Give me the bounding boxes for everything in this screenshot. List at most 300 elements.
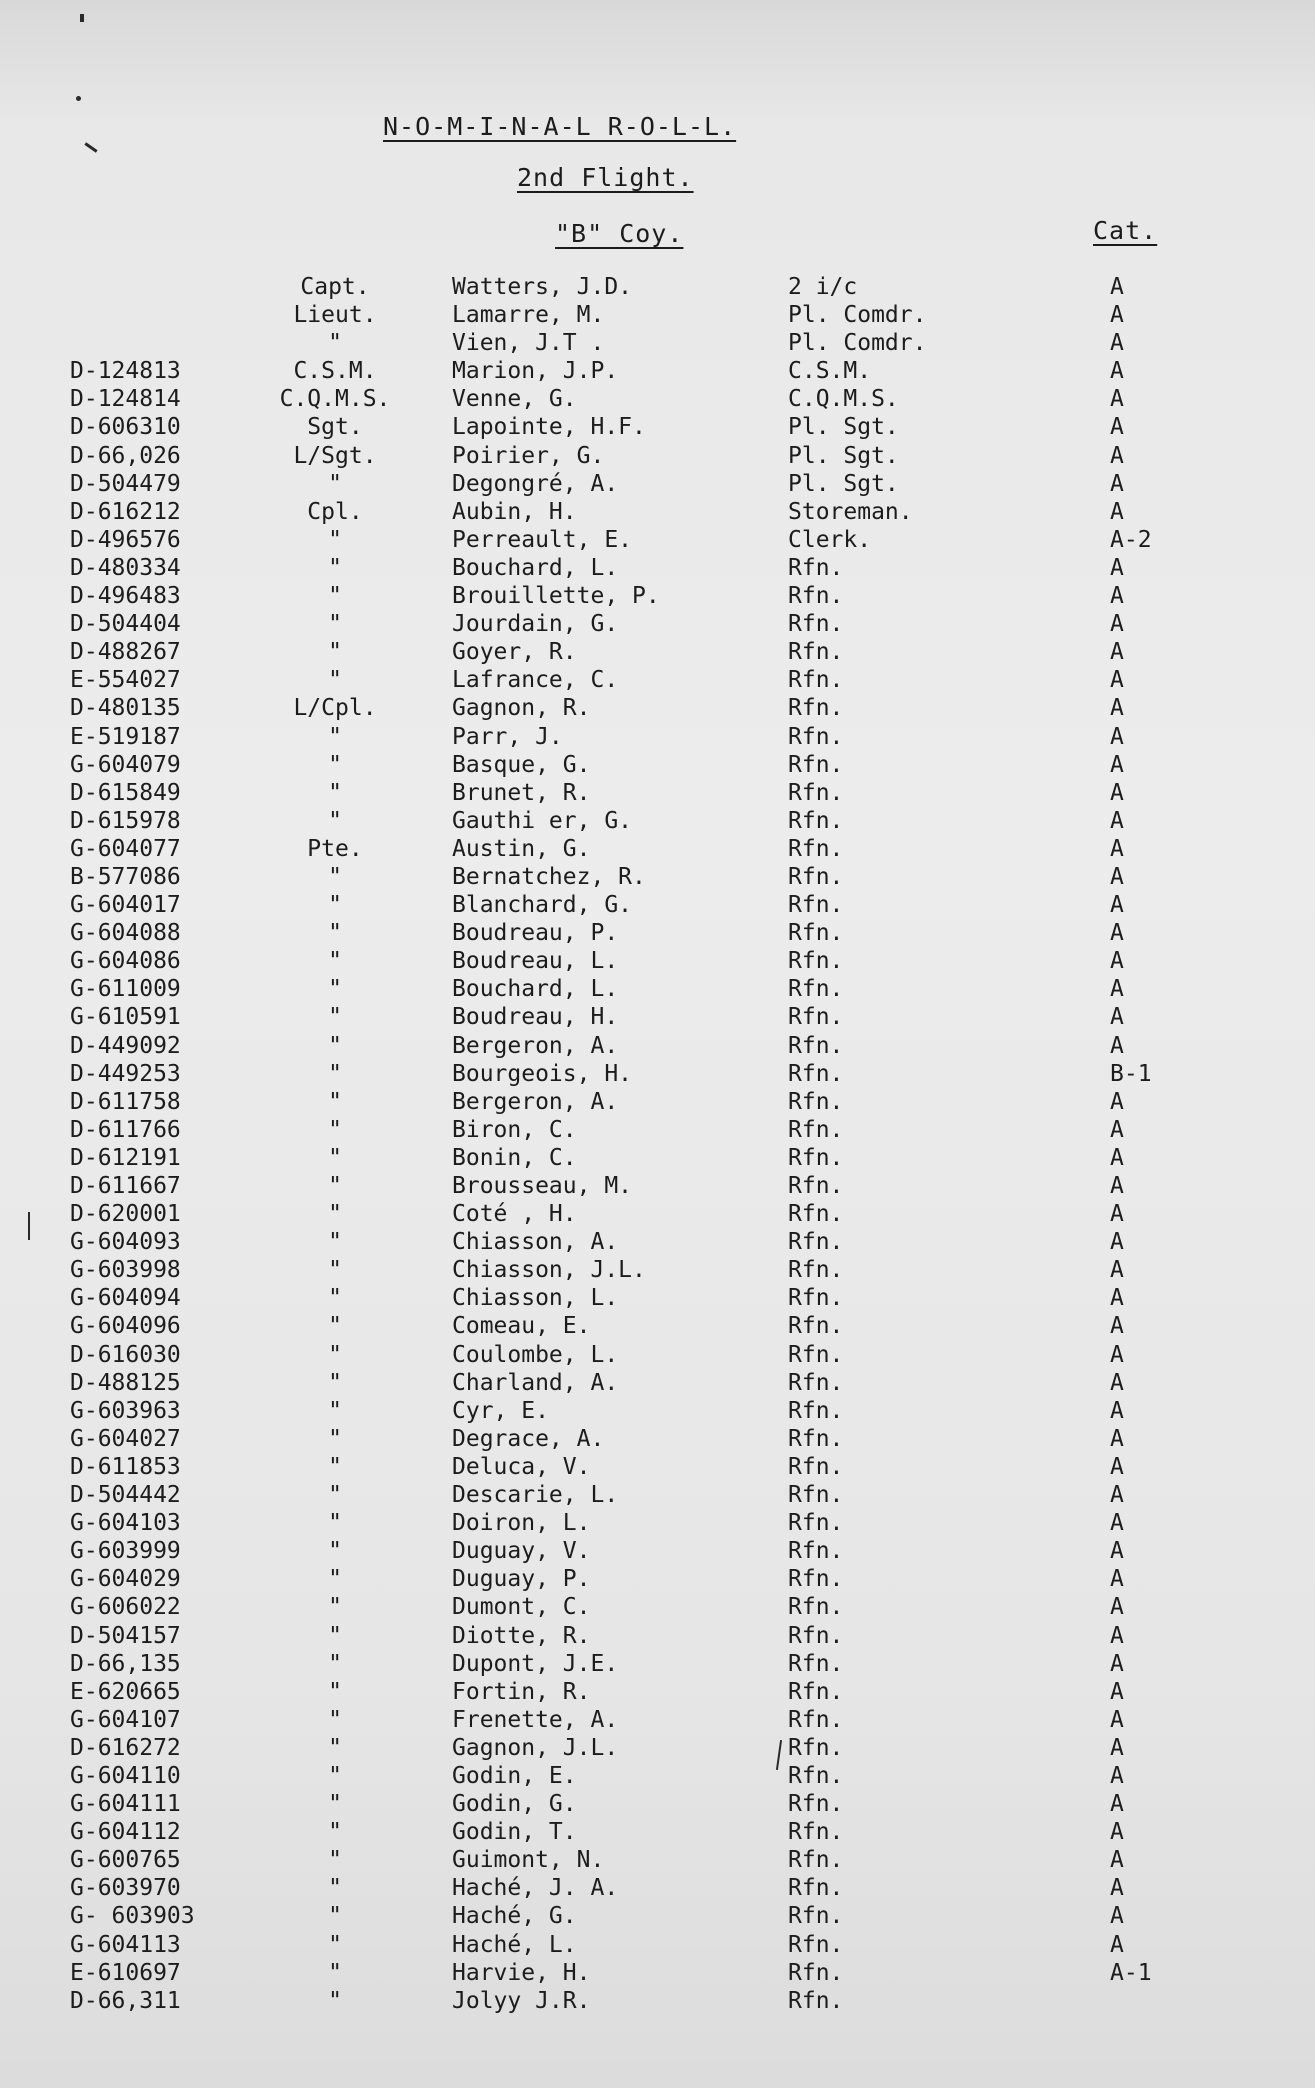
appointment: Rfn.: [788, 807, 844, 834]
rank: ": [328, 1004, 342, 1031]
scan-speck: [76, 96, 81, 101]
nominal-roll-list: [0, 273, 1315, 2015]
appointment: Rfn.: [788, 1201, 844, 1228]
member-name: Bouchard, L.: [452, 554, 619, 581]
service-number: D-611766: [70, 1116, 181, 1143]
member-name: Degongré, A.: [452, 470, 619, 497]
rank: ": [328, 807, 342, 834]
member-name: Blanchard, G.: [452, 892, 633, 919]
medical-category: A: [1110, 1650, 1124, 1677]
member-name: Fortin, R.: [452, 1678, 591, 1705]
rank: ": [328, 1060, 342, 1087]
appointment: Rfn.: [788, 1594, 844, 1621]
member-name: Descarie, L.: [452, 1482, 619, 1509]
roll-row: [0, 1481, 1315, 1509]
service-number: E-610697: [70, 1959, 181, 1986]
rank: ": [328, 1425, 342, 1452]
appointment: 2 i/c: [788, 274, 858, 300]
medical-category: A: [1110, 779, 1124, 806]
service-number: G-604103: [70, 1510, 181, 1537]
scan-speck: [28, 1212, 30, 1240]
rank: ": [328, 1510, 342, 1537]
roll-row: [0, 1593, 1315, 1621]
member-name: Deluca, V.: [452, 1453, 591, 1480]
roll-row: [0, 357, 1315, 385]
roll-row: [0, 526, 1315, 554]
appointment: Rfn.: [788, 1622, 844, 1649]
roll-row: [0, 1818, 1315, 1846]
member-name: Guimont, N.: [452, 1847, 605, 1874]
appointment: C.S.M.: [788, 358, 872, 385]
medical-category: A: [1110, 1734, 1124, 1761]
medical-category: A-2: [1110, 526, 1152, 553]
roll-row: [0, 1650, 1315, 1678]
appointment: Rfn.: [788, 1341, 844, 1368]
service-number: G-603998: [70, 1257, 181, 1284]
appointment: Rfn.: [788, 835, 844, 862]
rank: ": [328, 1341, 342, 1368]
appointment: Rfn.: [788, 1060, 844, 1087]
medical-category: A: [1110, 1229, 1124, 1256]
service-number: D-480135: [70, 695, 181, 722]
appointment: Rfn.: [788, 1903, 844, 1930]
rank: ": [328, 1847, 342, 1874]
member-name: Gagnon, J.L.: [452, 1734, 619, 1761]
rank: ": [328, 1875, 342, 1902]
member-name: Parr, J.: [452, 723, 563, 750]
service-number: D-504442: [70, 1482, 181, 1509]
roll-row: [0, 1088, 1315, 1116]
service-number: D-616272: [70, 1734, 181, 1761]
rank: ": [328, 920, 342, 947]
rank: ": [328, 1313, 342, 1340]
appointment: Rfn.: [788, 1678, 844, 1705]
medical-category: A: [1110, 1622, 1124, 1649]
appointment: Rfn.: [788, 1734, 844, 1761]
service-number: G-604027: [70, 1425, 181, 1452]
appointment: Pl. Comdr.: [788, 302, 927, 329]
category-column-header: Cat.: [1093, 216, 1158, 245]
medical-category: A: [1110, 1173, 1124, 1199]
medical-category: A: [1110, 976, 1124, 1003]
rank: Sgt.: [307, 414, 363, 441]
member-name: Austin, G.: [452, 835, 591, 862]
rank: ": [328, 639, 342, 666]
medical-category: A: [1110, 302, 1124, 329]
rank: ": [328, 1987, 342, 2014]
rank: ": [328, 1032, 342, 1059]
service-number: G-604113: [70, 1931, 181, 1958]
medical-category: A: [1110, 1257, 1124, 1284]
roll-row: [0, 301, 1315, 329]
medical-category: A: [1110, 1369, 1124, 1396]
rank: ": [328, 1482, 342, 1509]
member-name: Poirier, G.: [452, 442, 605, 469]
appointment: Rfn.: [788, 667, 844, 694]
medical-category: A: [1110, 723, 1124, 750]
medical-category: A: [1110, 1313, 1124, 1340]
roll-row: [0, 1369, 1315, 1397]
rank: ": [328, 1594, 342, 1621]
rank: ": [328, 1678, 342, 1705]
appointment: Pl. Comdr.: [788, 330, 927, 357]
service-number: G-604079: [70, 751, 181, 778]
rank: ": [328, 1173, 342, 1199]
rank: L/Cpl.: [293, 695, 377, 722]
member-name: Bouchard, L.: [452, 976, 619, 1003]
appointment: Rfn.: [788, 723, 844, 750]
member-name: Watters, J.D.: [452, 274, 633, 300]
roll-row: [0, 1425, 1315, 1453]
roll-row: [0, 1397, 1315, 1425]
roll-row: [0, 863, 1315, 891]
service-number: G-604110: [70, 1762, 181, 1789]
roll-row: [0, 1284, 1315, 1312]
roll-row: [0, 694, 1315, 722]
appointment: Rfn.: [788, 1931, 844, 1958]
rank: Lieut.: [293, 302, 377, 329]
rank: ": [328, 330, 342, 357]
member-name: Coté , H.: [452, 1201, 577, 1228]
roll-row: [0, 666, 1315, 694]
roll-row: [0, 835, 1315, 863]
roll-row: [0, 470, 1315, 498]
medical-category: A: [1110, 1819, 1124, 1846]
roll-row: [0, 919, 1315, 947]
roll-row: [0, 582, 1315, 610]
roll-row: [0, 1706, 1315, 1734]
rank: ": [328, 1791, 342, 1818]
appointment: Rfn.: [788, 1762, 844, 1789]
service-number: G-604077: [70, 835, 181, 862]
service-number: D-611853: [70, 1453, 181, 1480]
roll-row: [0, 1172, 1315, 1200]
roll-row: [0, 947, 1315, 975]
member-name: Brousseau, M.: [452, 1173, 633, 1199]
medical-category: A: [1110, 1931, 1124, 1958]
appointment: Rfn.: [788, 779, 844, 806]
appointment: C.Q.M.S.: [788, 386, 899, 413]
service-number: D-488267: [70, 639, 181, 666]
service-number: G-604029: [70, 1566, 181, 1593]
service-number: D-480334: [70, 554, 181, 581]
medical-category: A: [1110, 1341, 1124, 1368]
medical-category: A: [1110, 1510, 1124, 1537]
medical-category: A: [1110, 358, 1124, 385]
service-number: D-616212: [70, 498, 181, 525]
appointment: Rfn.: [788, 1453, 844, 1480]
medical-category: A: [1110, 470, 1124, 497]
roll-row: [0, 1003, 1315, 1031]
roll-row: [0, 807, 1315, 835]
member-name: Biron, C.: [452, 1116, 577, 1143]
appointment: Rfn.: [788, 1791, 844, 1818]
medical-category: A: [1110, 1397, 1124, 1424]
appointment: Rfn.: [788, 1032, 844, 1059]
rank: ": [328, 863, 342, 890]
service-number: G-603970: [70, 1875, 181, 1902]
rank: ": [328, 1229, 342, 1256]
roll-row: [0, 442, 1315, 470]
medical-category: A: [1110, 1285, 1124, 1312]
member-name: Aubin, H.: [452, 498, 577, 525]
roll-row: [0, 1032, 1315, 1060]
service-number: E-554027: [70, 667, 181, 694]
member-name: Bergeron, A.: [452, 1088, 619, 1115]
medical-category: A: [1110, 583, 1124, 610]
medical-category: A: [1110, 1088, 1124, 1115]
roll-row: [0, 413, 1315, 441]
member-name: Duguay, P.: [452, 1566, 591, 1593]
medical-category: A: [1110, 920, 1124, 947]
appointment: Rfn.: [788, 554, 844, 581]
appointment: Rfn.: [788, 1959, 844, 1986]
member-name: Chiasson, A.: [452, 1229, 619, 1256]
medical-category: A: [1110, 1706, 1124, 1733]
appointment: Rfn.: [788, 920, 844, 947]
member-name: Dupont, J.E.: [452, 1650, 619, 1677]
roll-row: [0, 1537, 1315, 1565]
member-name: Haché, L.: [452, 1931, 577, 1958]
member-name: Lapointe, H.F.: [452, 414, 646, 441]
member-name: Frenette, A.: [452, 1706, 619, 1733]
service-number: D-124814: [70, 386, 181, 413]
service-number: G-600765: [70, 1847, 181, 1874]
service-number: D-611667: [70, 1173, 181, 1199]
service-number: G-611009: [70, 976, 181, 1003]
rank: Pte.: [307, 835, 363, 862]
medical-category: A: [1110, 892, 1124, 919]
appointment: Rfn.: [788, 863, 844, 890]
service-number: G-604017: [70, 892, 181, 919]
medical-category: B-1: [1110, 1060, 1152, 1087]
medical-category: A: [1110, 1875, 1124, 1902]
scan-speck: [80, 14, 84, 22]
appointment: Rfn.: [788, 1425, 844, 1452]
service-number: G-610591: [70, 1004, 181, 1031]
member-name: Gauthi er, G.: [452, 807, 633, 834]
rank: ": [328, 1201, 342, 1228]
appointment: Rfn.: [788, 611, 844, 638]
medical-category: A: [1110, 1425, 1124, 1452]
medical-category: A: [1110, 948, 1124, 975]
rank: ": [328, 948, 342, 975]
roll-row: [0, 1762, 1315, 1790]
rank: ": [328, 1397, 342, 1424]
roll-row: [0, 723, 1315, 751]
medical-category: A: [1110, 1482, 1124, 1509]
appointment: Rfn.: [788, 1482, 844, 1509]
service-number: G-603963: [70, 1397, 181, 1424]
roll-row: [0, 1959, 1315, 1987]
medical-category: A: [1110, 751, 1124, 778]
roll-row: [0, 1678, 1315, 1706]
medical-category: A: [1110, 695, 1124, 722]
roll-row: [0, 1312, 1315, 1340]
service-number: E-519187: [70, 723, 181, 750]
member-name: Bergeron, A.: [452, 1032, 619, 1059]
rank: ": [328, 526, 342, 553]
medical-category: A: [1110, 639, 1124, 666]
rank: ": [328, 1285, 342, 1312]
appointment: Rfn.: [788, 1510, 844, 1537]
member-name: Basque, G.: [452, 751, 591, 778]
rank: ": [328, 554, 342, 581]
rank: L/Sgt.: [293, 442, 377, 469]
medical-category: A: [1110, 1116, 1124, 1143]
medical-category: A: [1110, 1538, 1124, 1565]
appointment: Pl. Sgt.: [788, 442, 899, 469]
member-name: Jourdain, G.: [452, 611, 619, 638]
service-number: G-604094: [70, 1285, 181, 1312]
service-number: B-577086: [70, 863, 181, 890]
medical-category: A: [1110, 1201, 1124, 1228]
rank: ": [328, 892, 342, 919]
appointment: Rfn.: [788, 1173, 844, 1199]
member-name: Charland, A.: [452, 1369, 619, 1396]
service-number: G-604107: [70, 1706, 181, 1733]
medical-category: A: [1110, 1004, 1124, 1031]
medical-category: A: [1110, 807, 1124, 834]
appointment: Rfn.: [788, 1706, 844, 1733]
member-name: Boudreau, P.: [452, 920, 619, 947]
medical-category: A: [1110, 1678, 1124, 1705]
service-number: D-620001: [70, 1201, 181, 1228]
rank: ": [328, 1369, 342, 1396]
medical-category: A: [1110, 1847, 1124, 1874]
rank: ": [328, 1762, 342, 1789]
service-number: G-604112: [70, 1819, 181, 1846]
medical-category: A: [1110, 498, 1124, 525]
rank: ": [328, 1088, 342, 1115]
rank: ": [328, 1144, 342, 1171]
appointment: Rfn.: [788, 1566, 844, 1593]
rank: ": [328, 976, 342, 1003]
service-number: D-615849: [70, 779, 181, 806]
roll-row: [0, 1453, 1315, 1481]
roll-row: [0, 1228, 1315, 1256]
medical-category: A: [1110, 1566, 1124, 1593]
roll-row: [0, 638, 1315, 666]
roll-row: [0, 1734, 1315, 1762]
medical-category: A-1: [1110, 1959, 1152, 1986]
member-name: Perreault, E.: [452, 526, 633, 553]
member-name: Bonin, C.: [452, 1144, 577, 1171]
rank: ": [328, 1538, 342, 1565]
appointment: Rfn.: [788, 892, 844, 919]
appointment: Clerk.: [788, 526, 872, 553]
rank: ": [328, 611, 342, 638]
appointment: Rfn.: [788, 695, 844, 722]
roll-row: [0, 1060, 1315, 1088]
scan-speck: [84, 142, 97, 152]
appointment: Rfn.: [788, 1847, 844, 1874]
roll-row: [0, 1144, 1315, 1172]
roll-row: [0, 779, 1315, 807]
member-name: Haché, G.: [452, 1903, 577, 1930]
medical-category: A: [1110, 1144, 1124, 1171]
roll-row: [0, 975, 1315, 1003]
appointment: Rfn.: [788, 1229, 844, 1256]
roll-row: [0, 1622, 1315, 1650]
roll-row: [0, 1987, 1315, 2015]
roll-title: N-O-M-I-N-A-L R-O-L-L.: [383, 112, 737, 141]
medical-category: A: [1110, 611, 1124, 638]
member-name: Venne, G.: [452, 386, 577, 413]
appointment: Rfn.: [788, 1285, 844, 1312]
member-name: Brouillette, P.: [452, 583, 660, 610]
member-name: Gagnon, R.: [452, 695, 591, 722]
member-name: Jolyy J.R.: [452, 1987, 591, 2014]
rank: ": [328, 779, 342, 806]
appointment: Rfn.: [788, 1875, 844, 1902]
rank: Capt.: [300, 274, 370, 300]
roll-row: [0, 1509, 1315, 1537]
medical-category: A: [1110, 667, 1124, 694]
appointment: Rfn.: [788, 751, 844, 778]
rank: ": [328, 667, 342, 694]
service-number: G-603999: [70, 1538, 181, 1565]
rank: ": [328, 1650, 342, 1677]
member-name: Bernatchez, R.: [452, 863, 646, 890]
appointment: Rfn.: [788, 1116, 844, 1143]
roll-row: [0, 1902, 1315, 1930]
medical-category: A: [1110, 1791, 1124, 1818]
service-number: D-449092: [70, 1032, 181, 1059]
rank: ": [328, 1819, 342, 1846]
member-name: Godin, T.: [452, 1819, 577, 1846]
service-number: D-504479: [70, 470, 181, 497]
roll-row: [0, 1565, 1315, 1593]
service-number: G- 603903: [70, 1903, 195, 1930]
member-name: Brunet, R.: [452, 779, 591, 806]
service-number: G-604096: [70, 1313, 181, 1340]
roll-row: [0, 751, 1315, 779]
rank: C.S.M.: [293, 358, 377, 385]
member-name: Boudreau, H.: [452, 1004, 619, 1031]
medical-category: A: [1110, 1032, 1124, 1059]
member-name: Boudreau, L.: [452, 948, 619, 975]
roll-row: [0, 1256, 1315, 1284]
service-number: D-496576: [70, 526, 181, 553]
roll-row: [0, 1790, 1315, 1818]
appointment: Rfn.: [788, 1313, 844, 1340]
rank: ": [328, 1453, 342, 1480]
service-number: D-449253: [70, 1060, 181, 1087]
appointment: Storeman.: [788, 498, 913, 525]
rank: ": [328, 1734, 342, 1761]
service-number: D-504404: [70, 611, 181, 638]
rank: ": [328, 470, 342, 497]
roll-row: [0, 1200, 1315, 1228]
service-number: D-66,311: [70, 1987, 181, 2014]
medical-category: A: [1110, 1594, 1124, 1621]
appointment: Rfn.: [788, 1819, 844, 1846]
medical-category: A: [1110, 554, 1124, 581]
service-number: D-606310: [70, 414, 181, 441]
service-number: D-66,135: [70, 1650, 181, 1677]
rank: C.Q.M.S.: [279, 386, 391, 413]
roll-row: [0, 554, 1315, 582]
service-number: G-604088: [70, 920, 181, 947]
roll-row: [0, 1116, 1315, 1144]
member-name: Lamarre, M.: [452, 302, 605, 329]
appointment: Rfn.: [788, 1369, 844, 1396]
roll-row: [0, 385, 1315, 413]
medical-category: A: [1110, 414, 1124, 441]
member-name: Diotte, R.: [452, 1622, 591, 1649]
rank: ": [328, 1116, 342, 1143]
